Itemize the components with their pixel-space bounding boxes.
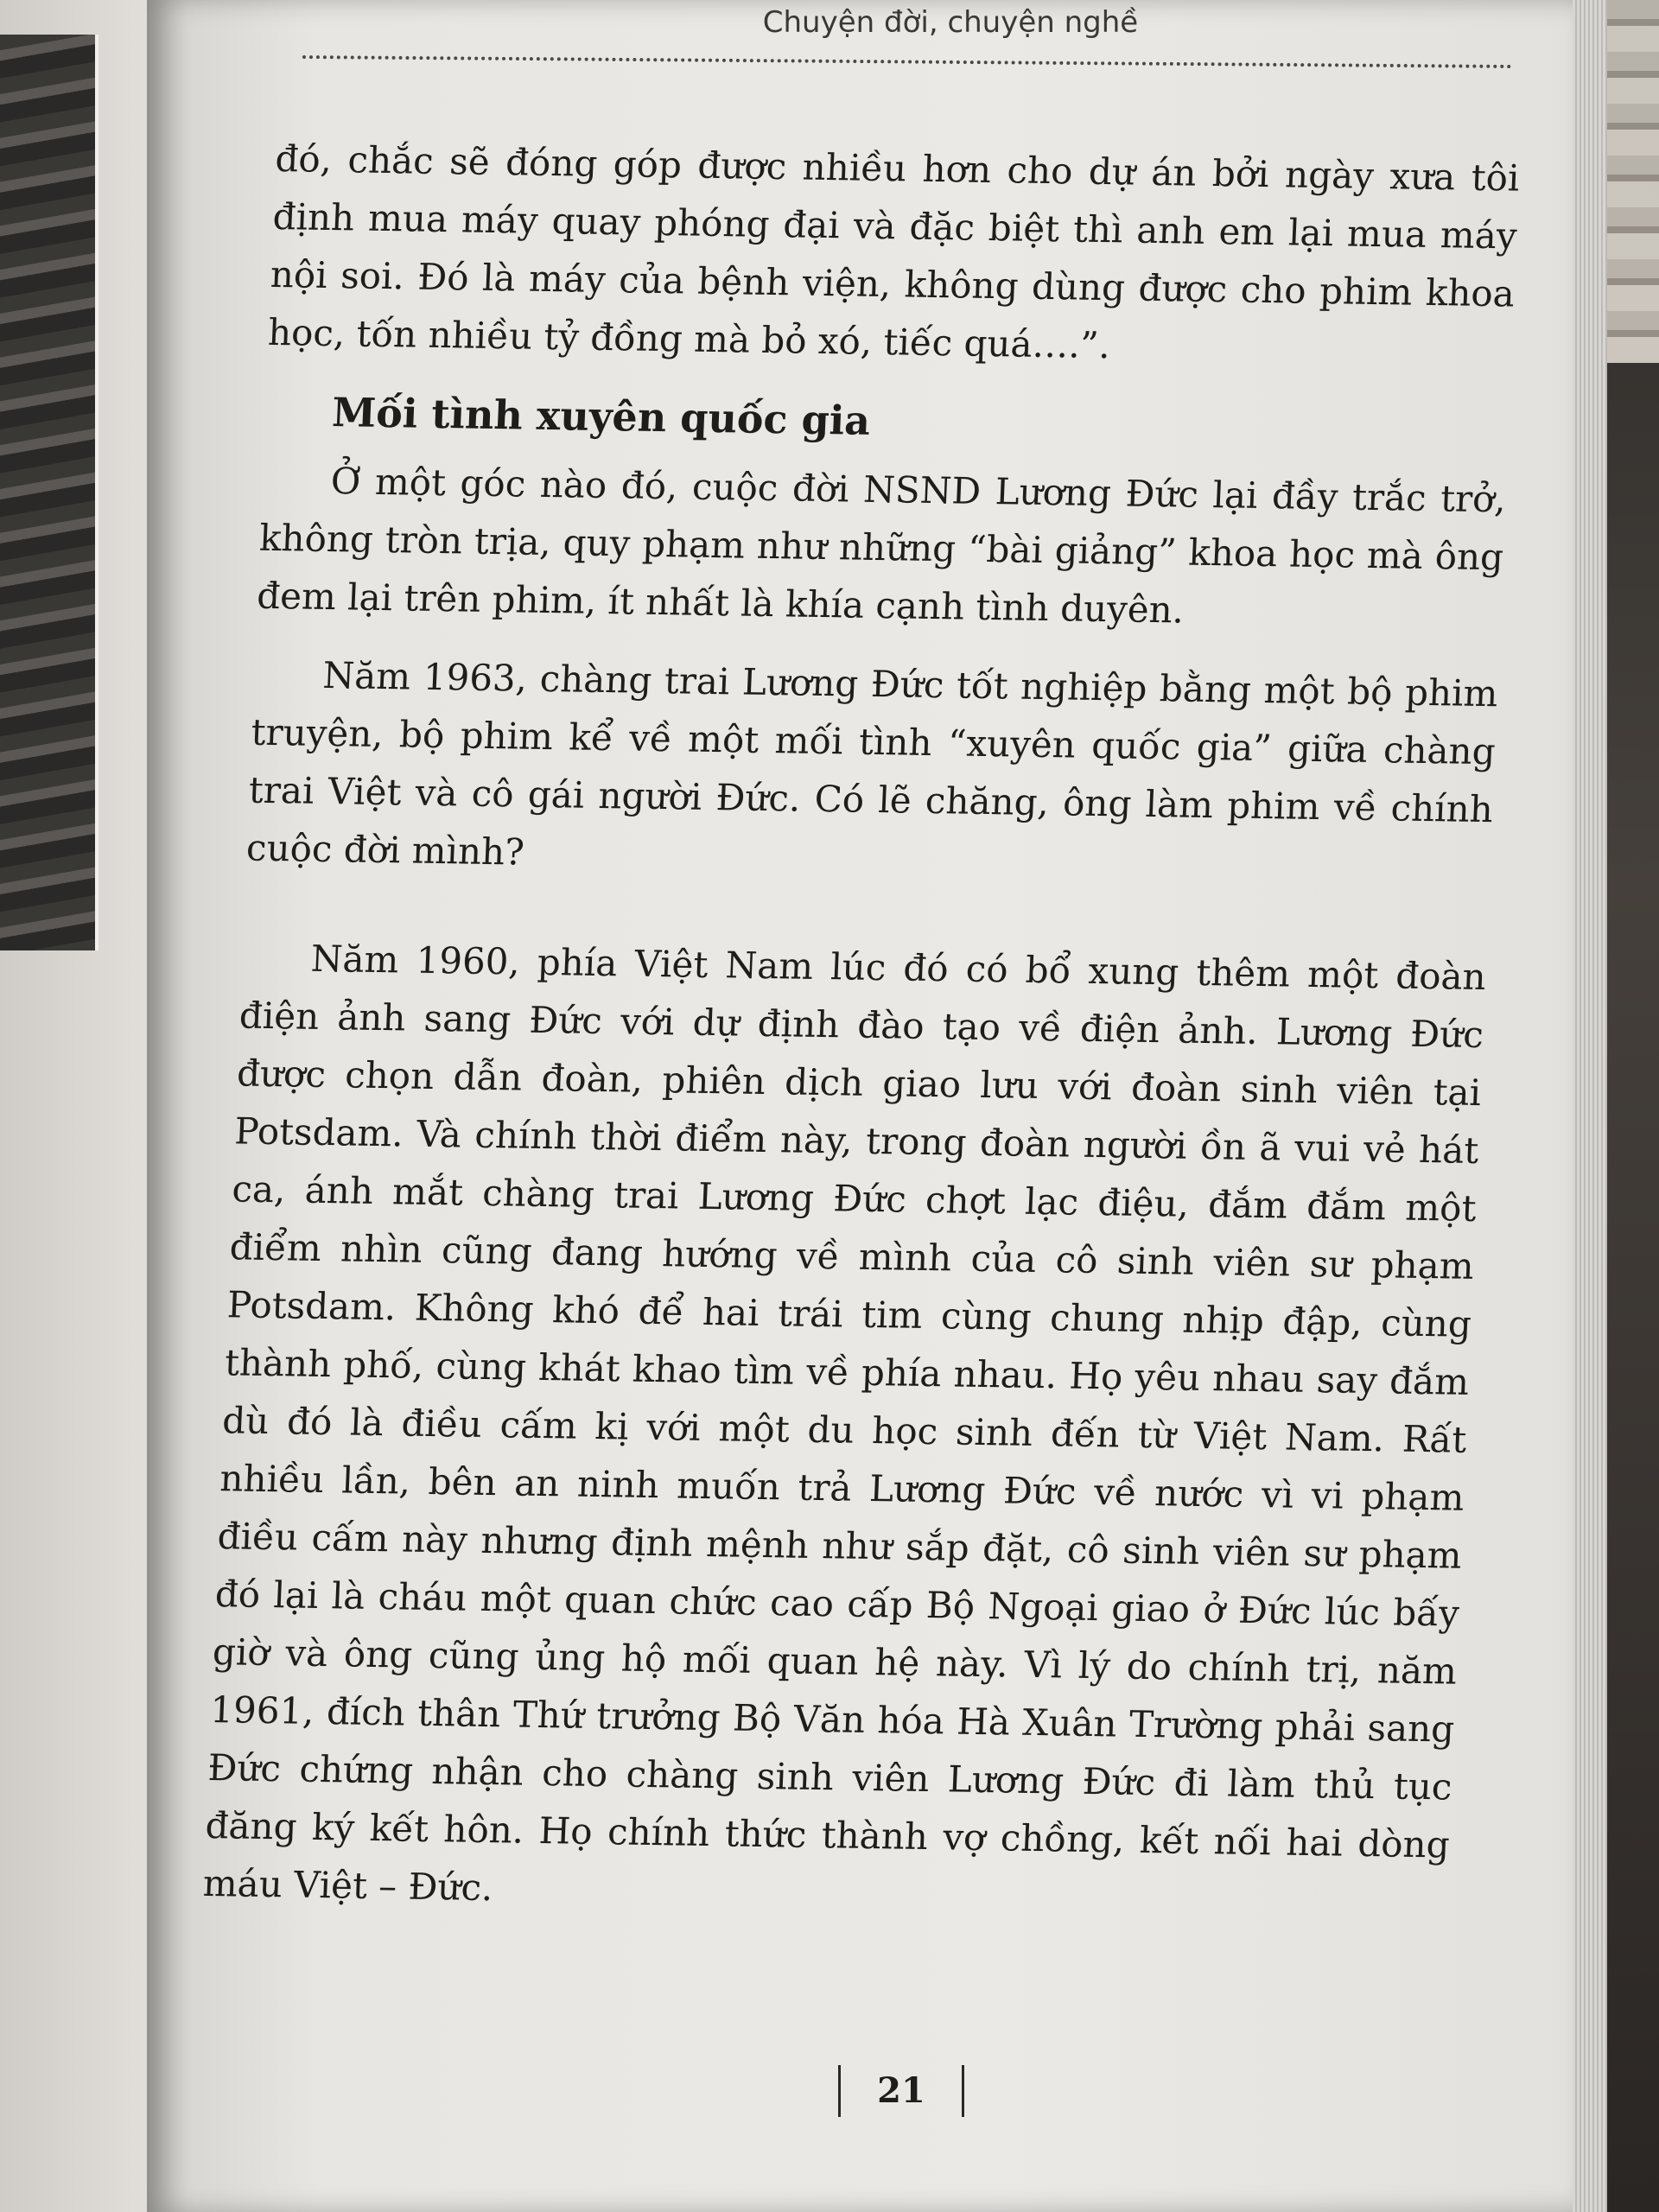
book-page xyxy=(147,0,1573,2212)
section-heading: Mối tình xuyên quốc gia xyxy=(331,389,872,444)
page-number: 21 xyxy=(838,2065,964,2117)
paragraph-2: Năm 1963, chàng trai Lương Đức tốt nghiệp bằng một bộ phim truyện, bộ phim kể về một mối tình “xuyên quốc gia” giữa chàng trai Việt và cô gái người Đức. Có lẽ chăng, ông làm phim về chính cuộc đời mình? xyxy=(245,653,1499,874)
body-text xyxy=(202,130,1521,1932)
left-page-photo-edge xyxy=(0,35,99,950)
paragraph-3: Năm 1960, phía Việt Nam lúc đó có bổ xung thêm một đoàn điện ảnh sang Đức với dự định đào tạo về điện ảnh. Lương Đức được chọn dẫn đoàn, phiên dịch giao lưu với đoàn sinh viên tại Potsdam. Và chính thời điểm này, trong đoàn người ồn ã vui vẻ hát ca, ánh mắt chàng trai Lương Đức chợt lạc điệu, đắm đắm một điểm nhìn cũng đang hướng về mình của cô sinh viên sư phạm Potsdam. Không khó để hai trái tim cùng chung nhịp đập, cùng thành phố, cùng khát khao tìm về phía nhau. Họ yêu nhau say đắm dù đó là điều cấm kị với một du học sinh đến từ Việt Nam. Rất nhiều lần, bên an ninh muốn trả Lương Đức về nước vì vi phạm điều cấm này nhưng định mệnh như sắp đặt, cô sinh viên sư phạm đó lại là cháu một quan chức cao cấp Bộ Ngoại giao ở Đức lúc bấy giờ và ông cũng ủng hộ mối quan hệ này. Vì lý do chính trị, năm 1961, đích thân Thứ trưởng Bộ Văn hóa Hà Xuân Trường phải sang Đức chứng nhận cho chàng sinh viên Lương Đức đi làm thủ tục đăng ký kết hôn. Họ chính thức thành vợ chồng, kết nối hai dòng máu Việt – Đức. xyxy=(201,937,1487,1910)
paragraph-1: Ở một góc nào đó, cuộc đời NSND Lương Đức lại đầy trắc trở, không tròn trịa, quy phạm như những “bài giảng” khoa học mà ông đem lại trên phim, ít nhất là khía cạnh tình duyên. xyxy=(256,460,1507,632)
header-dotted-rule xyxy=(302,55,1512,68)
running-head: Chuyện đời, chuyện nghề xyxy=(762,5,1139,40)
paragraph-intro: đó, chắc sẽ đóng góp được nhiều hơn cho dự án bởi ngày xưa tôi định mua máy quay phóng đại và đặc biệt thì anh em lại mua máy nội soi. Đó là máy của bệnh viện, không dùng được cho phim khoa học, tốn nhiều tỷ đồng mà bỏ xó, tiếc quá….”. xyxy=(267,137,1521,367)
